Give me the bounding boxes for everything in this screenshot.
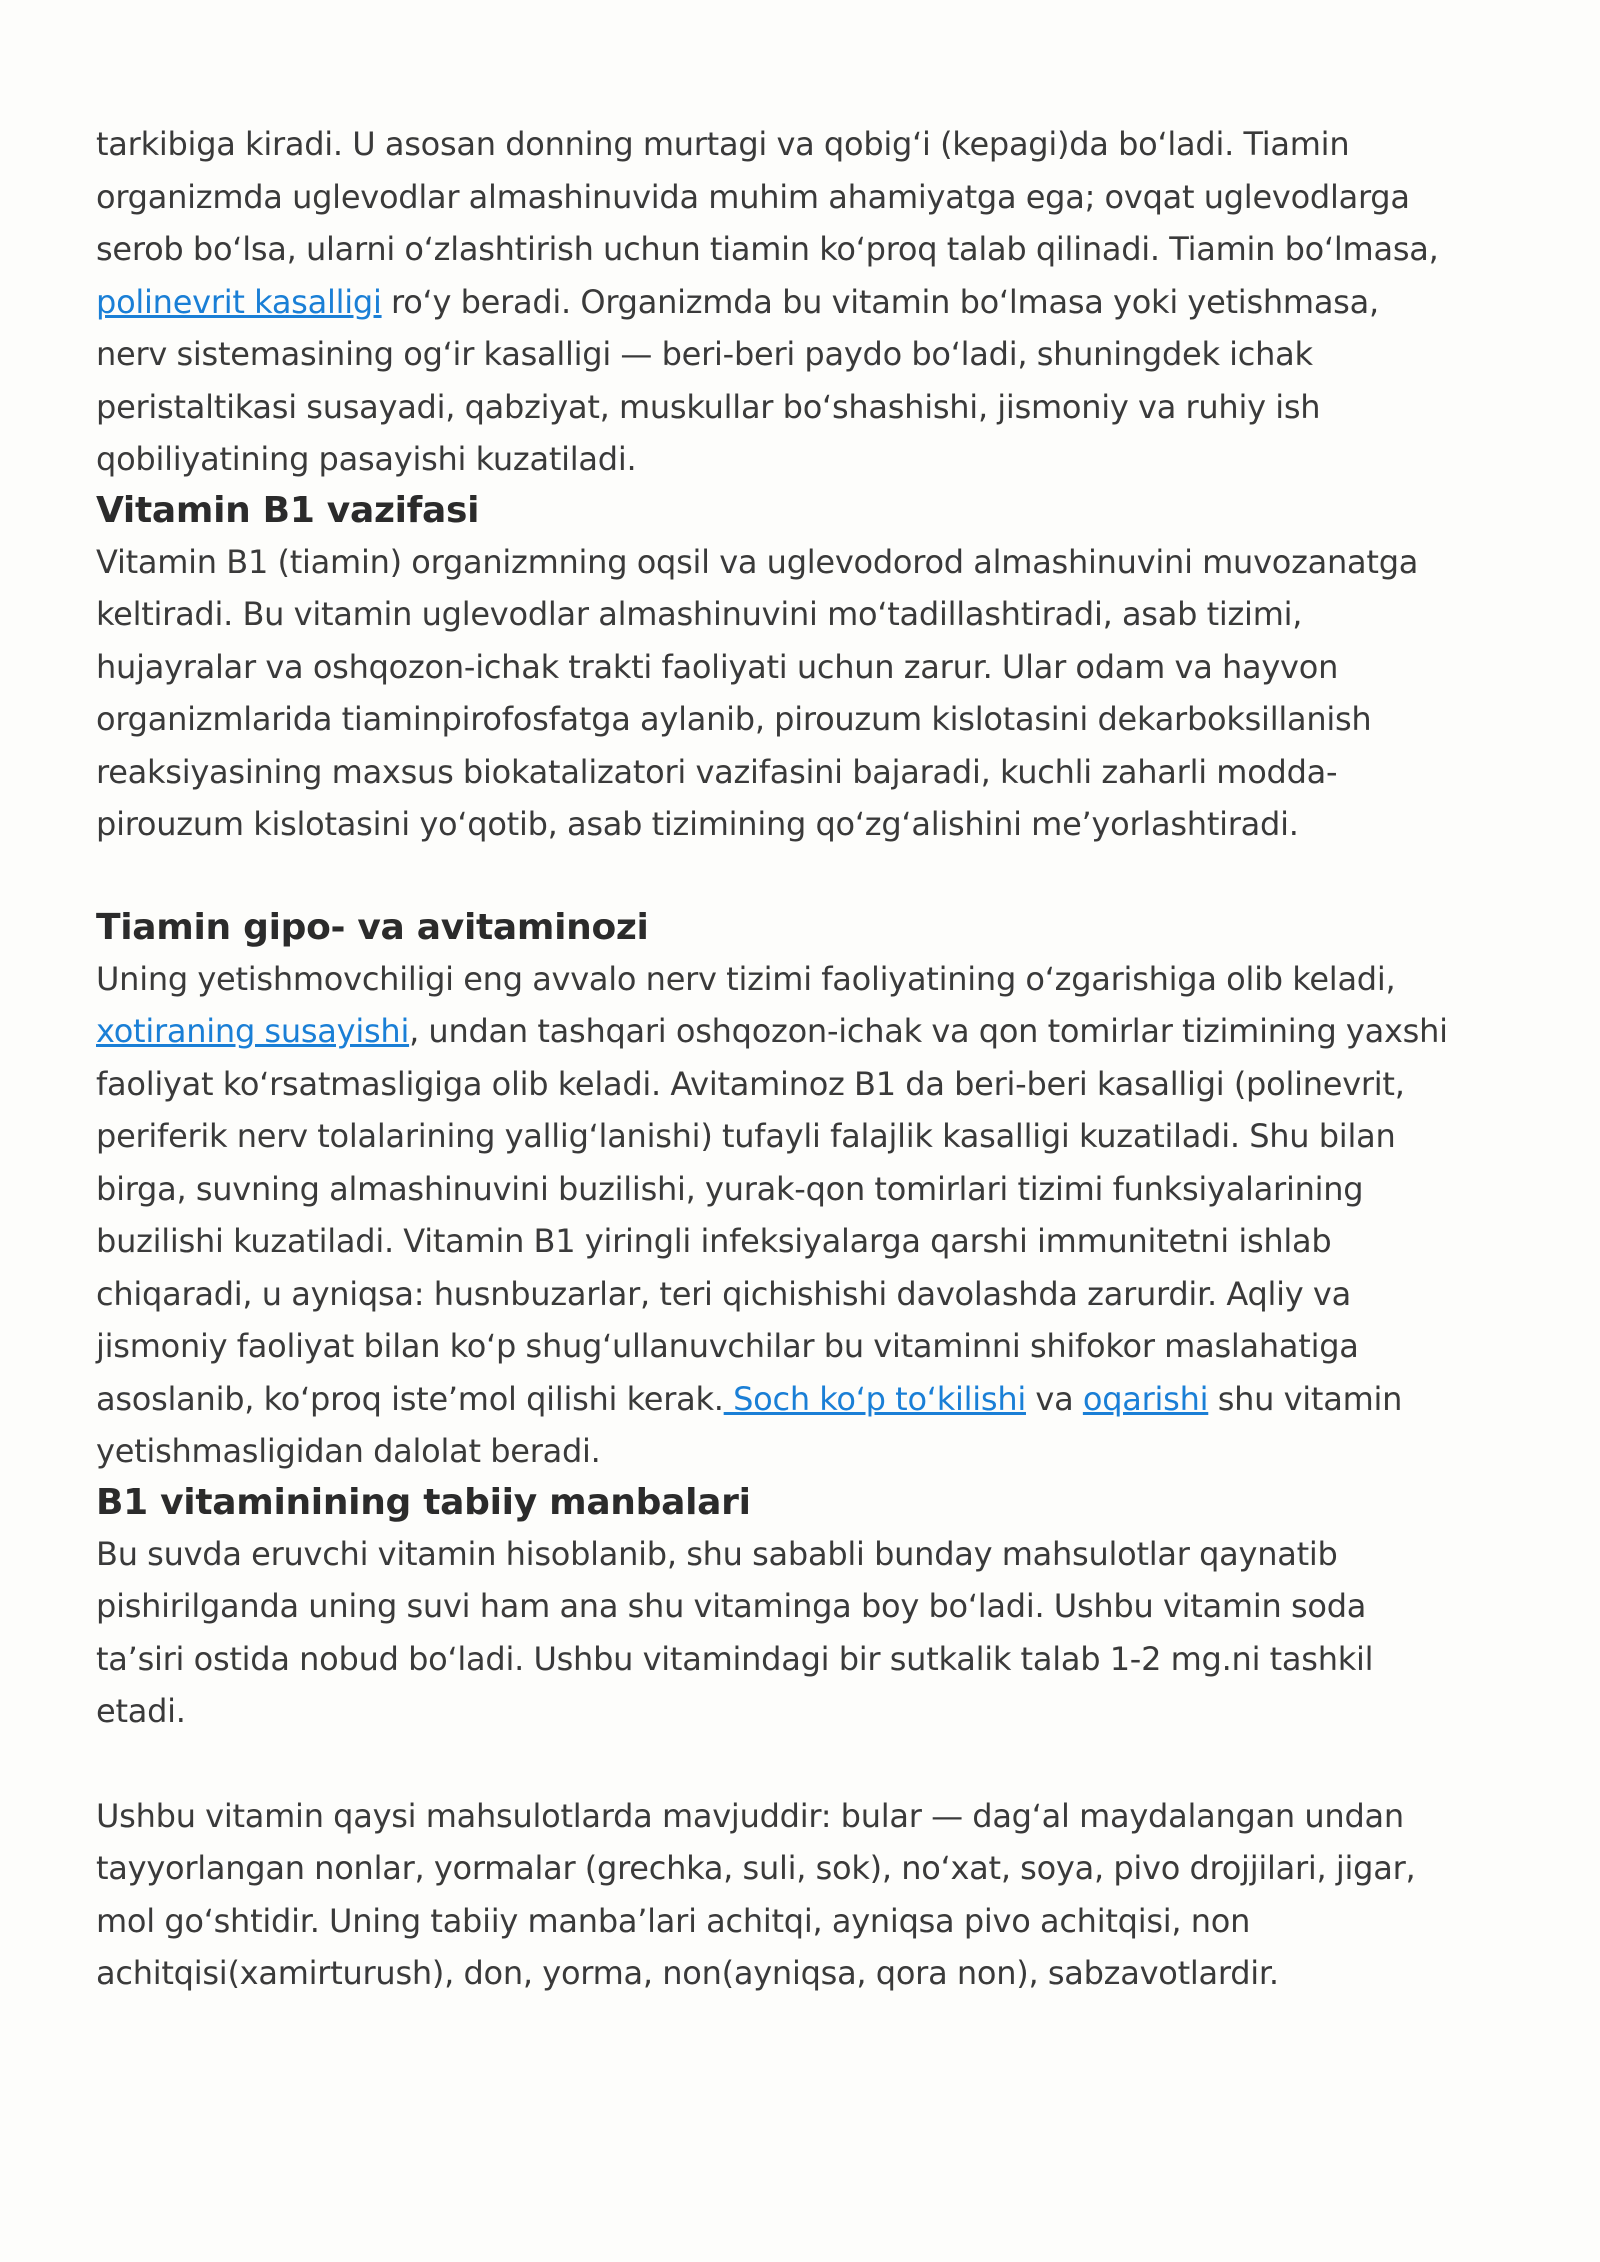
intro-text-1: tarkibiga kiradi. U asosan donning murtagi va qobig‘i (kepagi)da bo‘ladi. Tiamin organizmda uglevodlar almashinuvida muhim ahamiyatga ega; ovqat uglevodlarga serob bo‘lsa, ularni o‘zlashtirish uchun tiamin ko‘proq talab qilinadi. Tiamin bo‘lmasa, [96,125,1439,268]
avitaminoz-text-4: shu vitamin yetishmasligidan dalolat beradi. [96,1379,1403,1470]
vazifasi-paragraph: Vitamin B1 (tiamin) organizmning oqsil va uglevodorod almashinuvini muvozanatga keltiradi. Bu vitamin uglevodlar almashinuvini mo‘tadillashtiradi, asab tizimi, hujayralar va oshqozon-ichak trakti faoliyati uchun zarur. Ular odam va hayvon organizmlarida tiaminpirofosfatga aylanib, pirouzum kislotasini dekarboksillanish reaksiyasining maxsus biokatalizatori vazifasini bajaradi, kuchli zaharli modda-pirouzum kislotasini yo‘qotib, asab tizimining qo‘zg‘alishini me’yorlashtiradi. [96,542,1419,843]
xotira-link[interactable]: xotiraning susayishi [96,1012,410,1050]
polinevrit-link[interactable]: polinevrit kasalligi [96,282,382,321]
manbalari-paragraph-2: Ushbu vitamin qaysi mahsulotlarda mavjuddir: bular — dag‘al maydalangan undan tayyorlangan nonlar, yormalar (grechka, suli, sok), no‘xat, soya, pivo drojjilari, jigar, mol go‘shtidir. Uning tabiiy manba’lari achitqi, ayniqsa pivo achitqisi, non achitqisi(xamirturush), don, yorma, non(ayniqsa, qora non), sabzavotlardir. [96,1796,1416,1992]
article-body [96,118,1456,2000]
intro-paragraph [96,118,1456,486]
intro-text-2: ro‘y beradi. Organizmda bu vitamin bo‘lmasa yoki yetishmasa, nerv sistemasining og‘ir kasalligi — beri-beri paydo bo‘ladi, shuningdek ichak peristaltikasi susayadi, qabziyat, muskullar bo‘shashishi, jismoniy va ruhiy ish qobiliyatining pasayishi kuzatiladi. [96,282,1379,478]
heading-tabiiy-manbalari: B1 vitaminining tabiiy manbalari [96,1481,751,1523]
avitaminoz-paragraph [96,953,1456,1478]
heading-gipo-avitaminozi: Tiamin gipo- va avitaminozi [96,906,649,948]
heading-vitamin-b1-vazifasi: Vitamin B1 vazifasi [96,489,480,531]
avitaminoz-text-1: Uning yetishmovchiligi eng avvalo nerv tizimi faoliyatining o‘zgarishiga olib keladi, [96,959,1396,998]
oqarishi-link[interactable]: oqarishi [1082,1379,1209,1418]
avitaminoz-text-2: , undan tashqari oshqozon-ichak va qon tomirlar tizimining yaxshi faoliyat ko‘rsatmasligiga olib keladi. Avitaminoz B1 da beri-beri kasalligi (polinevrit, periferik nerv tolalarining yallig‘lanishi) tufayli falajlik kasalligi kuzatiladi. Shu bilan birga, suvning almashinuvini buzilishi, yurak-qon tomirlari tizimi funksiyalarining buzilishi kuzatiladi. Vitamin B1 yiringli infeksiyalarga qarshi immunitetni ishlab chiqaradi, u ayniqsa: husnbuzarlar, teri qichishishi davolashda zarurdir. Aqliy va jismoniy faoliyat bilan ko‘p shug‘ullanuvchilar bu vitaminni shifokor maslahatiga asoslanib, ko‘proq iste’mol qilishi kerak. [96,1012,1448,1418]
manbalari-paragraph-1: Bu suvda eruvchi vitamin hisoblanib, shu sababli bunday mahsulotlar qaynatib pishirilganda uning suvi ham ana shu vitaminga boy bo‘ladi. Ushbu vitamin soda ta’siri ostida nobud bo‘ladi. Ushbu vitamindagi bir sutkalik talab 1-2 mg.ni tashkil etadi. [96,1534,1374,1730]
soch-tokilishi-link[interactable]: Soch ko‘p to‘kilishi [723,1379,1026,1418]
avitaminoz-text-3: va [1025,1379,1083,1418]
